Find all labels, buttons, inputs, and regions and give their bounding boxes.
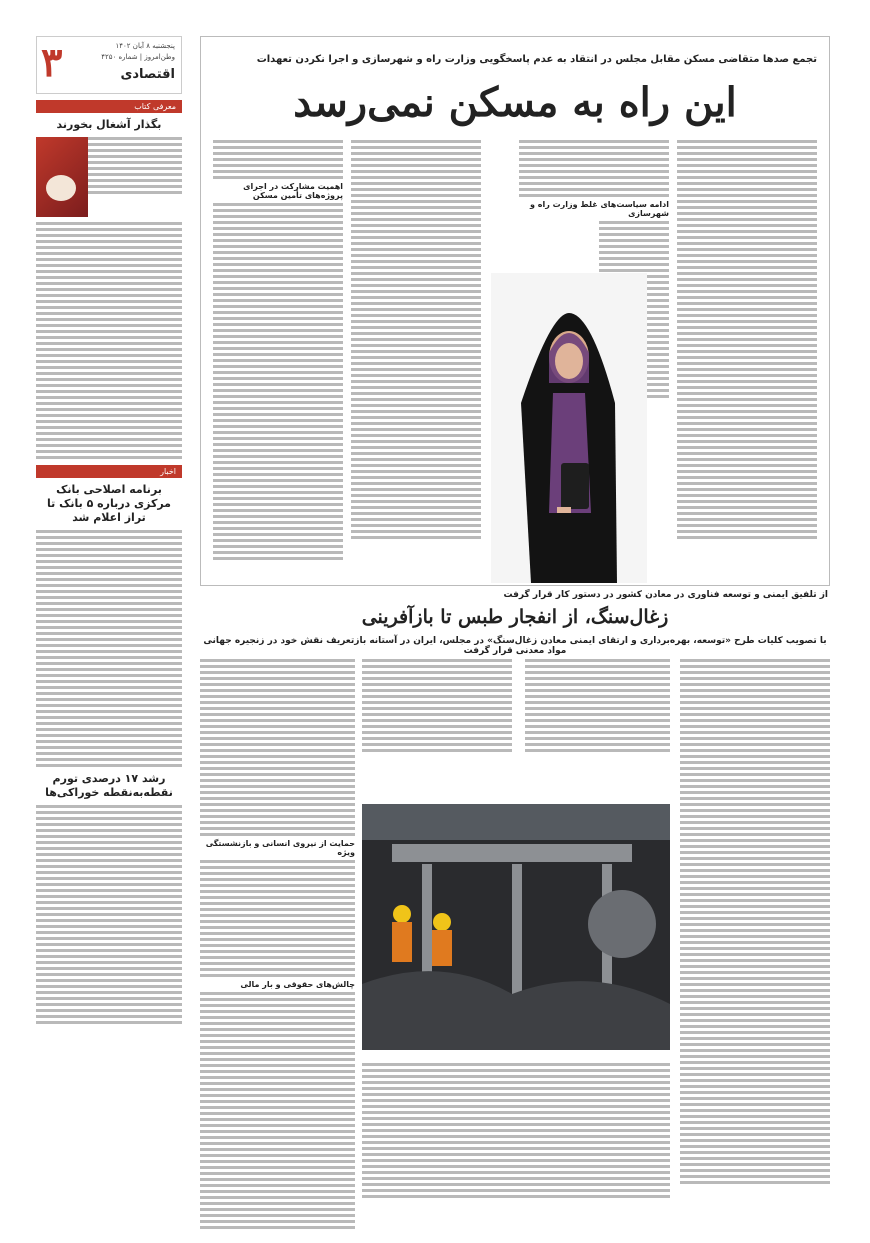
main-headline: این راه به مسکن نمی‌رسد: [293, 79, 737, 126]
news1-title: برنامه اصلاحی بانک مرکزی درباره ۵ بانک تا تراز اعلام شد: [47, 483, 171, 524]
book-tag: معرفی کتاب: [36, 100, 182, 113]
main-column-4: [213, 137, 343, 563]
main-subhead-2: اهمیت مشارکت در اجرای پروژه‌های تأمین مسکن: [243, 182, 343, 200]
news1-text: [36, 530, 182, 767]
book-cover-image: [36, 137, 88, 217]
woman-figure-image: [491, 283, 647, 583]
second-headline: زغال‌سنگ، از انفجار طبس تا بازآفرینی: [361, 606, 669, 628]
news2-title: رشد ۱۷ درصدی تورم نقطه‌به‌نقطه خوراکی‌ها: [45, 772, 173, 799]
second-lead: با تصویب کلیات طرح «توسعه، بهره‌برداری و ارتقای ایمنی معادن زغال‌سنگ» در مجلس، ایران در آستانه بازتعریف نقش خود در زنجیره جهانی مواد معدنی قرار گرفت: [203, 636, 827, 656]
issue: وطن‌امروز | شماره ۴۲۵۰: [101, 53, 175, 61]
masthead: [36, 36, 182, 94]
second-column-4: [200, 656, 355, 1232]
second-column-3: [362, 656, 512, 755]
second-bottom-text: [362, 1060, 670, 1201]
main-subhead-1: ادامه سیاست‌های غلط وزارت راه و شهرسازی: [530, 200, 669, 218]
sidebar: [36, 36, 182, 1236]
dateline: [101, 41, 175, 63]
date: پنجشنبه ۸ آبان ۱۴۰۲: [115, 42, 175, 50]
main-story: [200, 36, 830, 586]
coal-mine-photo: [362, 804, 670, 1050]
second-column-1: [680, 656, 830, 1187]
second-kicker: از تلفیق ایمنی و توسعه فناوری در معادن کشور در دستور کار قرار گرفت: [503, 590, 828, 600]
news-tag: اخبار: [36, 465, 182, 478]
main-column-1: [677, 137, 817, 542]
news2-text: [36, 805, 182, 1024]
section-name: اقتصادی: [120, 67, 175, 82]
main-photo: [491, 273, 647, 583]
book-title: بگذار آشغال بخورند: [56, 118, 162, 131]
second-column-2: [525, 656, 670, 755]
second-subhead-1: حمایت از نیروی انسانی و بازنشستگی ویژه: [205, 839, 355, 857]
main-column-3: [351, 137, 481, 542]
book-text-continued: [36, 222, 182, 459]
second-subhead-2: چالش‌های حقوقی و بار مالی: [240, 980, 355, 989]
main-kicker: تجمع صدها متقاضی مسکن مقابل مجلس در انتقاد به عدم پاسخگویی وزارت راه و شهرسازی و اجرا نکردن تعهدات: [256, 54, 817, 65]
page-number: ۳: [41, 39, 63, 86]
coal-mine-image: [362, 804, 670, 1050]
